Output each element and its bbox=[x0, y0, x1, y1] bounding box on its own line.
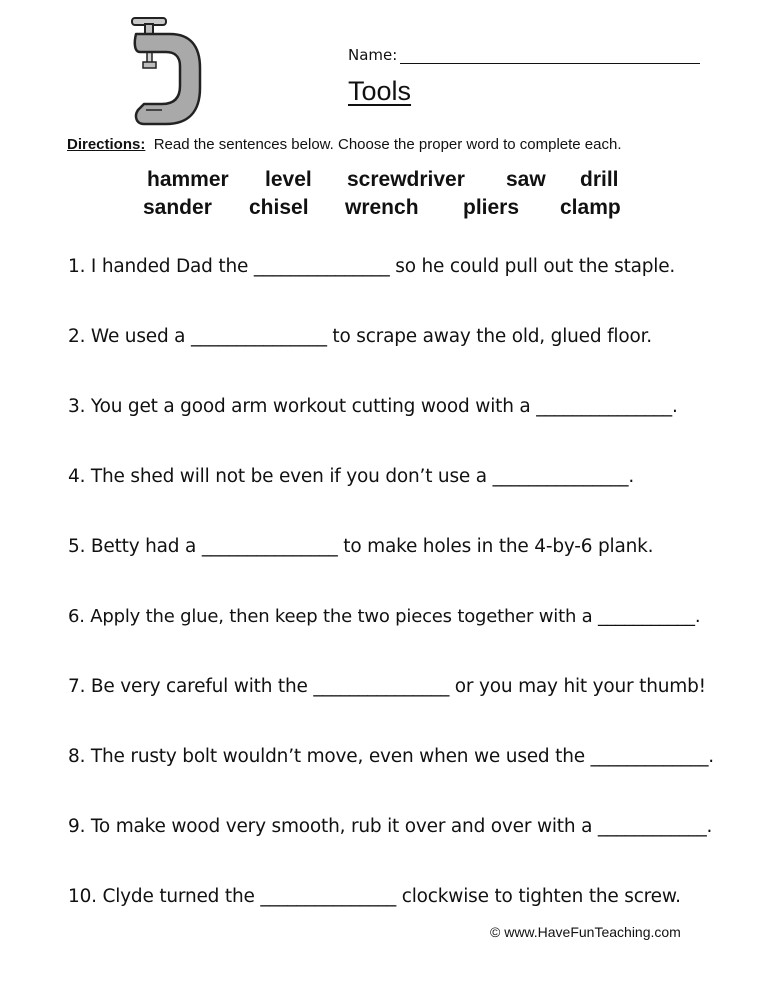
question-4: 4. The shed will not be even if you don’t use a _______________. bbox=[68, 466, 635, 487]
directions-label: Directions: bbox=[67, 136, 146, 153]
question-10: 10. Clyde turned the _______________ clockwise to tighten the screw. bbox=[68, 886, 681, 907]
name-label: Name: bbox=[348, 46, 398, 64]
question-3: 3. You get a good arm workout cutting wood with a _______________. bbox=[68, 396, 678, 417]
question-8: 8. The rusty bolt wouldn’t move, even when we used the _____________. bbox=[68, 746, 714, 767]
word-bank-word: chisel bbox=[249, 196, 309, 219]
name-line[interactable] bbox=[400, 63, 700, 64]
question-7: 7. Be very careful with the _______________ or you may hit your thumb! bbox=[68, 676, 706, 697]
clamp-illustration bbox=[126, 12, 206, 130]
word-bank-word: screwdriver bbox=[347, 168, 465, 191]
question-6: 6. Apply the glue, then keep the two pieces together with a ___________. bbox=[68, 606, 701, 627]
name-field-row bbox=[348, 44, 708, 68]
question-2: 2. We used a _______________ to scrape away the old, glued floor. bbox=[68, 326, 652, 347]
word-bank-word: level bbox=[265, 168, 312, 191]
directions bbox=[67, 136, 622, 153]
word-bank-word: clamp bbox=[560, 196, 621, 219]
directions-text: Read the sentences below. Choose the proper word to complete each. bbox=[153, 136, 622, 153]
word-bank-word: drill bbox=[580, 168, 619, 191]
worksheet-title: Tools bbox=[348, 76, 412, 106]
question-1: 1. I handed Dad the _______________ so he could pull out the staple. bbox=[68, 256, 676, 277]
word-bank-word: pliers bbox=[463, 196, 520, 219]
word-bank-word: saw bbox=[506, 168, 546, 191]
question-9: 9. To make wood very smooth, rub it over and over with a ____________. bbox=[68, 816, 713, 837]
copyright-footer: © www.HaveFunTeaching.com bbox=[490, 924, 681, 940]
word-bank-word: sander bbox=[143, 196, 212, 219]
word-bank-word: wrench bbox=[345, 196, 419, 219]
question-5: 5. Betty had a _______________ to make holes in the 4-by-6 plank. bbox=[68, 536, 654, 557]
word-bank-word: hammer bbox=[147, 168, 229, 191]
